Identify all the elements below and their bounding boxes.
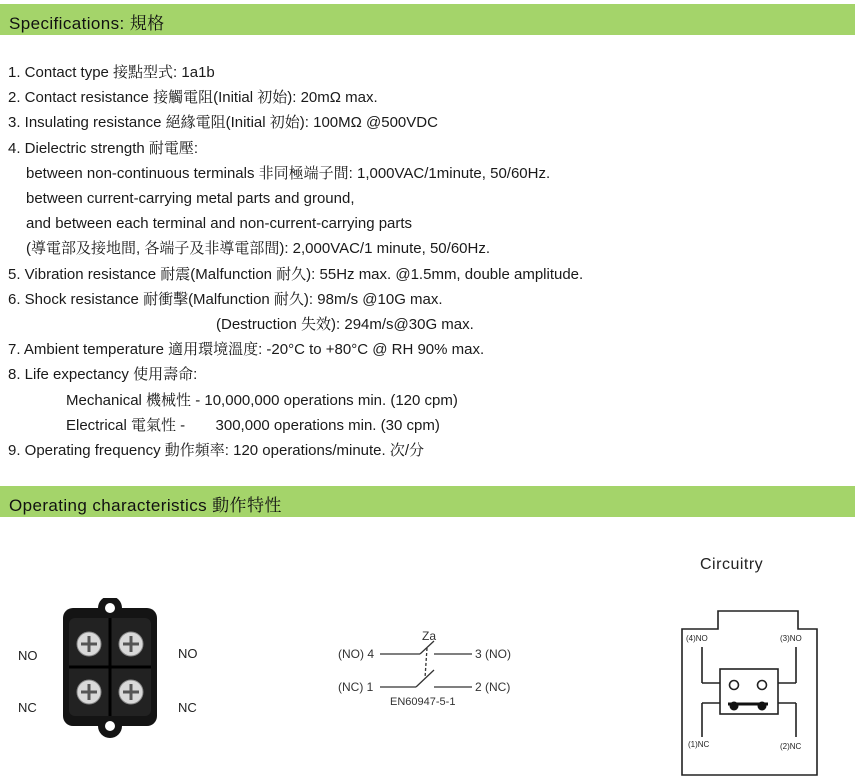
spec-line: 9. Operating frequency 動作頻率: 120 operations/minute. 次/分 [8, 442, 425, 460]
schematic-nc1: (NC) 1 [338, 680, 374, 694]
spec-line: 1. Contact type 接點型式: 1a1b [8, 64, 215, 81]
spec-line: 8. Life expectancy 使用壽命: [8, 366, 198, 384]
specifications-list [8, 60, 583, 463]
spec-line: 7. Ambient temperature 適用環境溫度: -20°C to +80°C @ RH 90% max. [8, 341, 485, 359]
circuit-terminal-3: (3)NO [780, 634, 802, 643]
spec-line: 4. Dielectric strength 耐電壓: [8, 139, 199, 157]
spec-line: 5. Vibration resistance 耐震(Malfunction 耐久): 55Hz max. @1.5mm, double amplitude. [8, 265, 584, 283]
terminal-label-no-right: NO [178, 646, 198, 661]
schematic-nc2: 2 (NC) [475, 680, 511, 694]
life-mechanical [8, 388, 583, 413]
schematic-za: Za [422, 629, 437, 643]
schematic-no4: (NO) 4 [338, 647, 374, 661]
specifications-title: Specifications: 規格 [9, 14, 165, 33]
switch-schematic-icon [330, 625, 530, 715]
circuit-terminal-4: (4)NO [686, 634, 708, 643]
relay-photo [55, 598, 165, 738]
operating-header [0, 486, 855, 517]
spec-line: 3. Insulating resistance 絕緣電阻(Initial 初始): 100MΩ @500VDC [8, 114, 438, 132]
specifications-header [0, 4, 855, 35]
terminal-label-no-left: NO [18, 648, 38, 663]
terminal-label-nc-right: NC [178, 700, 197, 715]
circuit-diagram-icon [680, 605, 820, 777]
schematic-no3: 3 (NO) [475, 647, 511, 661]
spec-line: (導電部及接地間, 各端子及非導電部間): 2,000VAC/1 minute, 50/60Hz. [26, 240, 490, 258]
life-mechanical-value: 10,000,000 operations min. (120 cpm) [204, 391, 458, 409]
life-mechanical-label: Mechanical 機械性 - [66, 391, 201, 409]
circuitry-title: Circuitry [700, 556, 764, 573]
life-electrical-label: Electrical 電氣性 - [66, 416, 186, 434]
spec-line: and between each terminal and non-current-carrying parts [26, 215, 413, 233]
life-electrical [8, 413, 583, 438]
operating-title: Operating characteristics 動作特性 [9, 496, 282, 515]
spec-line: between non-continuous terminals 非同極端子間: 1,000VAC/1minute, 50/60Hz. [26, 164, 551, 182]
schematic-standard: EN60947-5-1 [390, 696, 456, 708]
spec-line: (Destruction 失效): 294m/s@30G max. [216, 316, 474, 334]
life-electrical-value: 300,000 operations min. (30 cpm) [215, 416, 440, 434]
terminal-label-nc-left: NC [18, 700, 37, 715]
spec-line: between current-carrying metal parts and ground, [26, 190, 355, 208]
spec-line: 2. Contact resistance 接觸電阻(Initial 初始): 20mΩ max. [8, 89, 378, 107]
spec-line: 6. Shock resistance 耐衝擊(Malfunction 耐久): 98m/s @10G max. [8, 290, 443, 308]
circuit-terminal-1: (1)NC [688, 740, 710, 749]
circuit-terminal-2: (2)NC [780, 742, 802, 751]
